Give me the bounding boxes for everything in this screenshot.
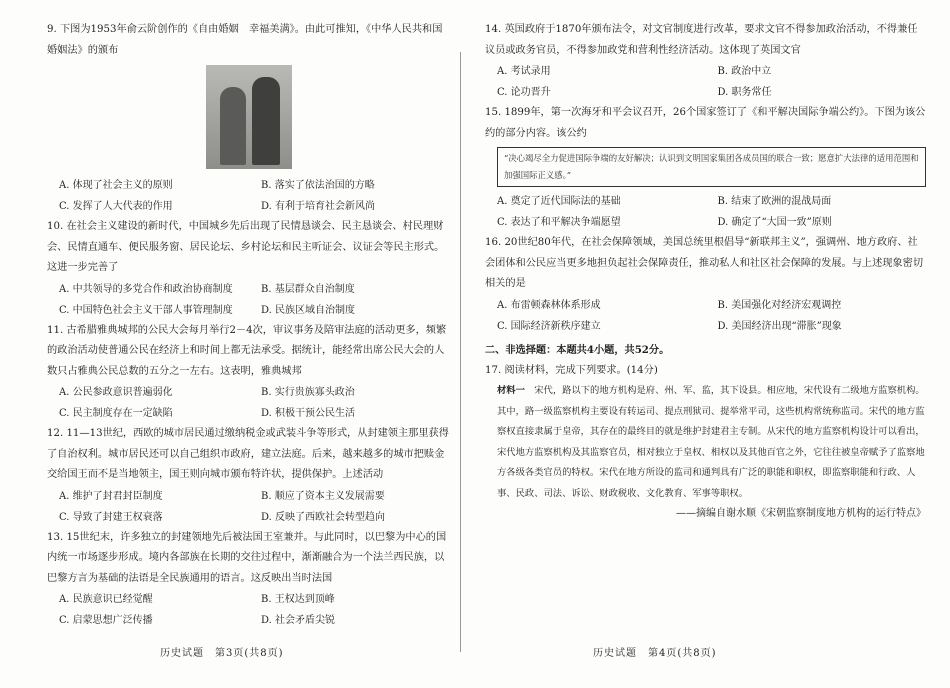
option-c: C. 发挥了人大代表的作用 [59,201,173,212]
question-9 [47,20,451,217]
option-a: A. 公民参政意识普遍弱化 [59,387,173,398]
option-d: D. 反映了西欧社会转型趋向 [261,511,386,523]
question-11-text: 11. 古希腊雅典城邦的公民大会每月举行2－4次，审议事务及陪审法庭的活动更多，频繁的政治活动使普通公民在经济上和时间上都无法承受。据统计，能经常出席公民大会的人数只占雅典公民总数的五分之一左右。这表明，雅典城邦 [47,324,447,377]
option-b: B. 实行贵族寡头政治 [261,387,355,398]
section-heading: 二、非选择题：本题共4小题，共52分。 [485,343,670,356]
painting-figure-man [252,77,280,165]
option-a: A. 中共领导的多党合作和政治协商制度 [59,283,233,295]
question-9-text: 9. 下图为1953年俞云阶创作的《自由婚姻 幸福美满》。由此可推知，《中华人民共和国婚姻法》的颁布 [47,24,443,56]
option-d: D. 美国经济出现“滞胀”现象 [717,320,842,332]
option-b: B. 王权达到顶峰 [261,594,335,605]
page-4 [475,0,950,688]
option-d: D. 积极干预公民生活 [261,408,356,419]
question-12-options [47,486,451,528]
option-d: D. 职务常任 [717,87,772,98]
option-c: C. 中国特色社会主义干部人事管理制度 [59,304,233,316]
option-d: D. 确定了“大国一致”原则 [717,217,832,228]
question-13-text: 13. 15世纪末，许多独立的封建领地先后被法国王室兼并。与此同时，以巴黎为中心的国内统一市场逐步形成。境内各部族在长期的交往过程中，渐渐融合为一个法兰西民族，以巴黎方言为基础的法语是全民族通用的语言。这反映出当时法国 [47,531,447,584]
question-9-options [47,175,451,217]
treaty-quote-box: “决心竭尽全力促进国际争端的友好解决；认识到文明国家集团各成员国的联合一致；愿意扩大法律的适用范围和加强国际正义感。” [497,147,926,187]
question-15-options [485,191,926,233]
option-a: A. 民族意识已经觉醒 [59,594,153,605]
column-divider [460,52,461,652]
option-b: B. 基层群众自治制度 [261,283,355,295]
option-b: B. 顺应了资本主义发展需要 [261,490,385,502]
page-footer-left: 历史试题 第3页(共8页) [160,648,284,659]
option-c: C. 启蒙思想广泛传播 [59,615,153,626]
material-one [485,381,926,504]
question-14-text: 14. 英国政府于1870年颁布法令，对文官制度进行改革，要求文官不得参加政治活动，不得兼任议员或政务官员，不得参加政党和营利性经济活动。这体现了英国文官 [485,24,918,56]
question-13 [47,528,451,632]
material-text: 宋代，路以下的地方机构是府、州、军、监，其下设县。相应地，宋代设有二级地方监察机构。其中，路一级监察机构主要设有转运司、提点刑狱司、提举常平司，这些机构常统称监司。宋代的地方监察权直接隶属于皇帝，其存在的最终目的就是维护封建君主专制。从宋代的地方监察机构设计可以看出，宋代地方监察机构及其监察官员，相对独立于皇权、相权以及其他百官之外，它往往被皇帝赋予了监察地方各级各类官员的特权。宋代在地方所设的监司和通判具有广泛的职能和职权，即监察职能和行政、人事、民政、司法、诉讼、财政税收、文化教育、军事等职权。 [497,385,925,499]
material-label: 材料一 [497,385,525,396]
option-d: D. 社会矛盾尖锐 [261,615,336,626]
question-16-text: 16. 20世纪80年代，在社会保障领域，美国总统里根倡导“新联邦主义”，强调州、地方政府、社会团体和公民应当更多地担负起社会保障责任，推动私人和社区社会保障的发展。与上述现象密切相关的是 [485,237,924,289]
question-10-options [47,279,451,321]
option-c: C. 民主制度存在一定缺陷 [59,408,173,419]
question-11-options [47,382,451,424]
option-b: B. 结束了欧洲的混战局面 [717,196,832,207]
option-a: A. 布雷顿森林体系形成 [497,299,601,311]
option-a: A. 奠定了近代国际法的基础 [497,196,621,207]
question-16 [485,233,926,337]
question-11 [47,321,451,425]
question-15 [485,103,926,233]
marriage-painting-image [206,65,292,169]
option-a: A. 考试录用 [497,66,551,77]
option-b: B. 落实了依法治国的方略 [261,180,375,191]
option-d: D. 民族区域自治制度 [261,304,356,316]
option-c: C. 论功晋升 [497,87,551,98]
question-14-options [485,61,926,103]
question-15-text: 15. 1899年，第一次海牙和平会议召开，26个国家签订了《和平解决国际争端公约》。下图为该公约的部分内容。该公约 [485,107,926,139]
question-10-text: 10. 在社会主义建设的新时代，中国城乡先后出现了民情恳谈会、民主恳谈会、村民理财会、民情直通车、便民服务窗、居民论坛、乡村论坛和民主听证会、议证会等民主形式。这进一步完善了 [47,221,445,273]
option-a: A. 维护了封君封臣制度 [59,490,163,502]
question-14 [485,20,926,103]
question-12 [47,424,451,528]
painting-figure-woman [220,87,246,165]
question-10 [47,217,451,321]
question-12-text: 12. 11—13世纪，西欧的城市居民通过缴纳税金或武装斗争等形式，从封建领主那里获得了自治权利。城市居民还可以自己组织市政府，建立法庭。后来，越来越多的城市把赎金交给国王而不是当地领主，国王则向城市颁布特许状，提供保护。上述活动 [47,428,449,480]
material-source: ——摘编自谢水顺《宋朝监察制度地方机构的运行特点》 [676,508,926,519]
option-b: B. 美国强化对经济宏观调控 [717,299,842,311]
option-c: C. 表达了和平解决争端愿望 [497,217,621,228]
page-footer-right: 历史试题 第4页(共8页) [593,648,717,659]
option-a: A. 体现了社会主义的原则 [59,180,173,191]
option-c: C. 导致了封建王权衰落 [59,511,163,523]
option-d: D. 有利于培育社会新风尚 [261,201,376,212]
question-13-options [47,589,451,631]
option-c: C. 国际经济新秩序建立 [497,320,601,332]
question-17-text: 17. 阅读材料，完成下列要求。(14分) [485,364,658,376]
question-16-options [485,295,926,337]
option-b: B. 政治中立 [717,66,772,77]
